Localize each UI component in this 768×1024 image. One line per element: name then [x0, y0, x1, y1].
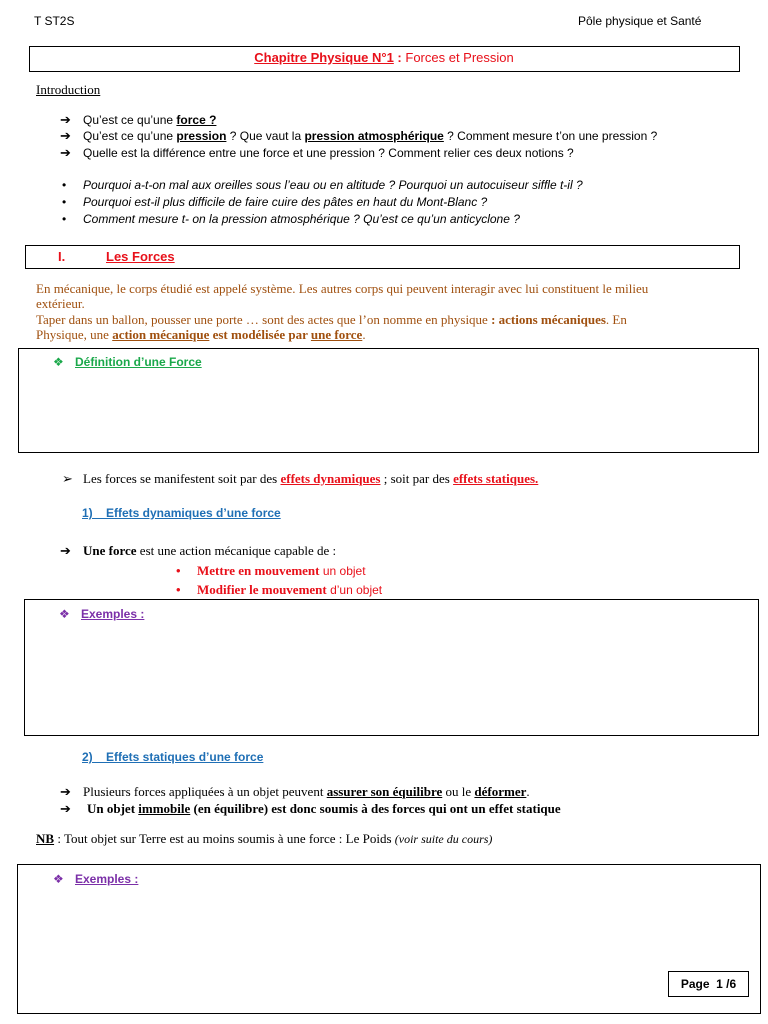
- header-class: T ST2S: [34, 14, 75, 28]
- nb-italic: (voir suite du cours): [394, 832, 493, 846]
- dyn-heading-text: 1) Effets dynamiques d’une force: [82, 506, 281, 520]
- triangle-bullet-icon: ➢: [62, 471, 73, 486]
- bullet-icon: •: [176, 582, 181, 597]
- effects-text-c: ; soit par des: [380, 471, 454, 486]
- l2-immobile: immobile: [138, 801, 191, 816]
- static-examples-label: Exemples :: [75, 872, 139, 886]
- lead-une-force: Une force: [83, 543, 137, 558]
- chapter-topic: Forces et Pression: [401, 50, 514, 65]
- l1-deformer: déformer: [474, 784, 527, 799]
- p2-end: . En: [605, 312, 627, 327]
- effects-dynamiques: effets dynamiques: [280, 471, 381, 486]
- intro-bullet-3: Comment mesure t- on la pression atmosphérique ? Qu’est ce qu’un anticyclone ?: [83, 212, 520, 226]
- chapter-number: Chapitre Physique N°1: [254, 50, 394, 65]
- diamond-icon: ❖: [59, 607, 70, 621]
- header-department: Pôle physique et Santé: [578, 14, 702, 28]
- arrow-icon: ➔: [60, 112, 71, 127]
- l2-text-c: (en équilibre) est donc soumis à des forces qui ont un effet statique: [190, 801, 561, 816]
- arrow-icon: ➔: [60, 128, 71, 143]
- diamond-icon: ❖: [53, 355, 64, 369]
- dynamic-lead: [83, 543, 336, 559]
- arrow-icon: ➔: [60, 801, 71, 816]
- q2-text-c: ? Que vaut la: [226, 129, 305, 143]
- l1-equilibre: assurer son équilibre: [326, 784, 443, 799]
- section-paragraph-1: En mécanique, le corps étudié est appelé système. Les autres corps qui peuvent interagir avec lui constituent le milieu: [36, 281, 649, 296]
- bullet-icon: •: [62, 195, 67, 209]
- p3-text-c: est modélisée par: [209, 327, 311, 342]
- p3-une-force: une force: [310, 327, 363, 342]
- l1-text-c: ou le: [442, 784, 475, 799]
- dynamic-effects-heading: [82, 505, 281, 521]
- chapter-colon: :: [393, 50, 402, 65]
- static-line-1: [83, 784, 530, 800]
- effects-text-a: Les forces se manifestent soit par des: [83, 471, 281, 486]
- arrow-icon: ➔: [60, 784, 71, 799]
- q2-text-a: Qu’est ce qu’une: [83, 129, 177, 143]
- nb-note: [36, 831, 492, 847]
- section-paragraph-3: [36, 327, 366, 343]
- intro-bullet-1: Pourquoi a-t-on mal aux oreilles sous l’eau ou en altitude ? Pourquoi un autocuiseur siffle t-il ?: [83, 178, 583, 192]
- bullet-icon: •: [62, 212, 67, 226]
- static-effects-heading: [82, 749, 263, 765]
- intro-question-2: [83, 128, 657, 144]
- item1-strong: Mettre en mouvement: [197, 563, 320, 578]
- p2-text: Taper dans un ballon, pousser une porte … sont des actes que l’on nomme en physique: [36, 312, 492, 327]
- l1-end: .: [526, 784, 530, 799]
- section-paragraph-1b: extérieur.: [36, 296, 85, 311]
- effects-statiques: effets statiques.: [453, 471, 539, 486]
- l1-text-a: Plusieurs forces appliquées à un objet peuvent: [83, 784, 327, 799]
- arrow-icon: ➔: [60, 543, 71, 558]
- arrow-icon: ➔: [60, 145, 71, 160]
- dynamic-item-2: [197, 582, 382, 598]
- definition-title: Définition d’une Force: [75, 355, 202, 369]
- p3-end: .: [362, 327, 366, 342]
- q1-text: Qu’est ce qu’une: [83, 113, 177, 127]
- intro-bullet-2: Pourquoi est-il plus difficile de faire cuire des pâtes en haut du Mont-Blanc ?: [83, 195, 488, 209]
- item1-text: un objet: [319, 564, 366, 578]
- chapter-title: [0, 50, 768, 66]
- intro-question-3: Quelle est la différence entre une force et une pression ? Comment relier ces deux notions ?: [83, 146, 574, 160]
- item2-strong: Modifier le mouvement: [197, 582, 327, 597]
- q2-pression-atm: pression atmosphérique: [304, 129, 444, 143]
- section-paragraph-2: [36, 312, 627, 328]
- p2-actions: : actions mécaniques: [491, 312, 606, 327]
- q2-text-e: ? Comment mesure t’on une pression ?: [443, 129, 658, 143]
- dynamic-examples-label: Exemples :: [81, 607, 145, 621]
- p3-text-a: Physique, une: [36, 327, 113, 342]
- nb-text: : Tout objet sur Terre est au moins soumis à une force : Le Poids: [54, 831, 395, 846]
- stat-heading-text: 2) Effets statiques d’une force: [82, 750, 264, 764]
- dynamic-item-1: [197, 563, 366, 579]
- intro-question-1: [83, 112, 216, 128]
- q2-pression: pression: [176, 129, 227, 143]
- intro-heading: Introduction: [36, 82, 101, 97]
- effects-sentence: [83, 471, 538, 487]
- bullet-icon: •: [176, 563, 181, 578]
- nb-label: NB: [36, 831, 55, 846]
- bullet-icon: •: [62, 178, 67, 192]
- static-line-2: [87, 801, 561, 817]
- p3-action-mecanique: action mécanique: [112, 327, 210, 342]
- lead-text: est une action mécanique capable de :: [136, 543, 337, 558]
- page-number: Page 1 /6: [680, 977, 737, 991]
- section-title: Les Forces: [106, 249, 175, 264]
- item2-text: d’un objet: [326, 583, 383, 597]
- section-number: I.: [58, 249, 66, 264]
- diamond-icon: ❖: [53, 872, 64, 886]
- l2-text-a: Un objet: [87, 801, 139, 816]
- q1-force: force ?: [176, 113, 217, 127]
